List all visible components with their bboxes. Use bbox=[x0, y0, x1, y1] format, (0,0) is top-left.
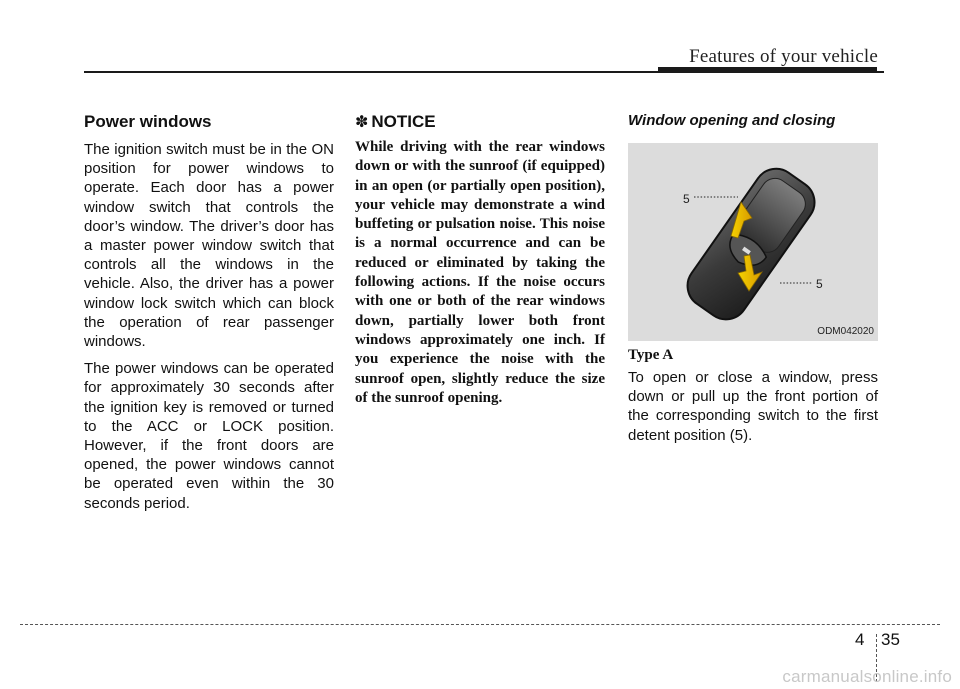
callout-top: 5 bbox=[683, 192, 690, 206]
notice-body: While driving with the rear windows down or with the sunroof (if equipped) in an open (or partially open position), your vehicle may demonstrate a wind buffeting or pulsation noise. This noise is a normal occurrence and can be reduced or eliminated by taking the following actions. If the noise occurs with one or both of the rear windows down, partially lower both front windows approximately one inch. If you experience the noise with the sunroof open, slightly reduce the size of the sunroof opening. bbox=[355, 139, 605, 406]
window-opening-paragraph: To open or close a window, press down or pull up the front portion of the corresponding switch to the first detent position (5). bbox=[628, 369, 878, 444]
window-opening-heading: Window opening and closing bbox=[628, 112, 836, 129]
section-title: Features of your vehicle bbox=[689, 46, 878, 67]
callout-bottom: 5 bbox=[816, 277, 823, 291]
right-column bbox=[628, 112, 878, 453]
power-windows-heading: Power windows bbox=[84, 112, 212, 131]
notice-icon: ✽ bbox=[355, 114, 369, 131]
footer-rule bbox=[20, 624, 940, 625]
notice-title: NOTICE bbox=[371, 112, 436, 131]
left-column bbox=[84, 112, 334, 521]
notice-column bbox=[355, 112, 605, 408]
notice-heading bbox=[355, 112, 605, 132]
header-rule-accent bbox=[658, 67, 877, 73]
window-switch-illustration bbox=[628, 143, 878, 341]
window-switch-figure bbox=[628, 143, 878, 341]
watermark: carmanualsonline.info bbox=[782, 667, 952, 686]
chapter-number: 4 bbox=[855, 630, 865, 649]
power-windows-paragraph-1: The ignition switch must be in the ON position for power windows to operate. Each door has a power window switch that controls the door’s window. The driver’s door has a master power window switch that controls all the windows in the vehicle. Also, the driver has a power window lock switch which can block the operation of rear passenger windows. bbox=[84, 141, 334, 351]
page-number: 35 bbox=[881, 630, 900, 649]
type-label: Type A bbox=[628, 347, 674, 363]
figure-code: ODM042020 bbox=[817, 326, 874, 337]
power-windows-paragraph-2: The power windows can be operated for approximately 30 seconds after the ignition key is removed or turned to the ACC or LOCK position. However, if the front doors are opened, the power windows cannot be operated even within the 30 seconds period. bbox=[84, 360, 334, 512]
